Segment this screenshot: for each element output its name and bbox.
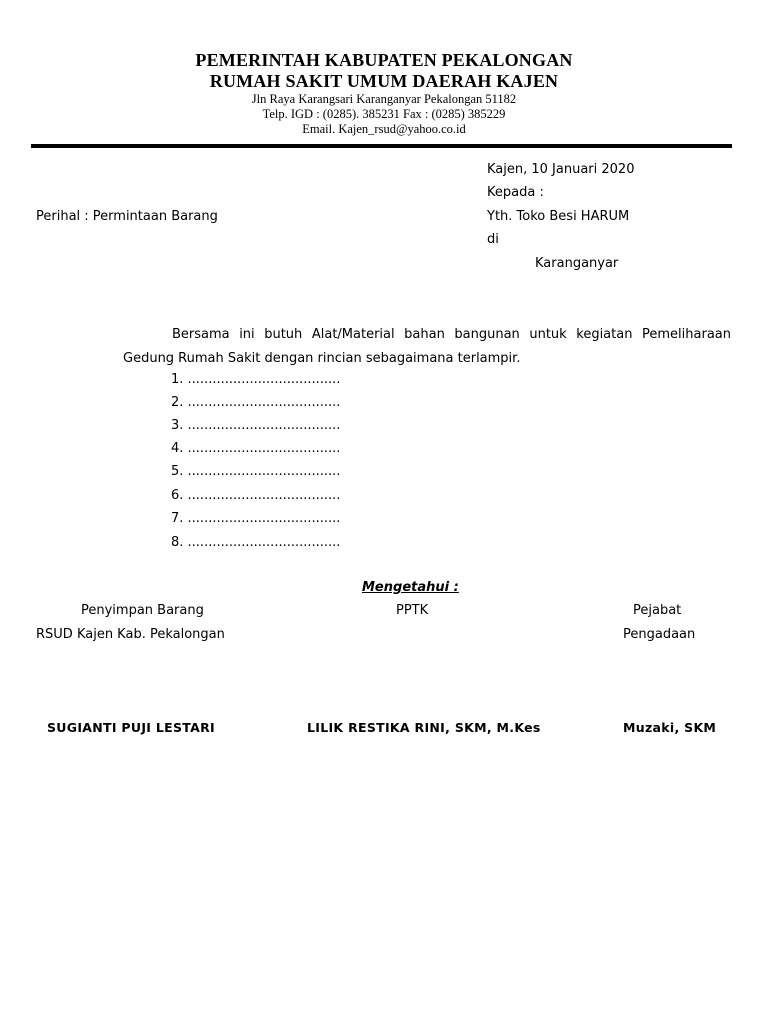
right-signer-role: Pejabat: [633, 603, 682, 618]
left-signer-role: Penyimpan Barang: [81, 603, 204, 618]
letterhead-line1: PEMERINTAH KABUPATEN PEKALONGAN: [195, 50, 573, 70]
letterhead-address: Jln Raya Karangsari Karanganyar Pekalongan 51182: [251, 92, 517, 106]
list-item: 4. .....................................: [171, 441, 341, 456]
left-signer-name: SUGIANTI PUJI LESTARI: [47, 720, 216, 735]
list-item: 6. .....................................: [171, 488, 341, 503]
letterhead-phone: Telp. IGD : (0285). 385231 Fax : (0285) 385229: [262, 107, 506, 121]
list-item: 7. .....................................: [171, 511, 341, 526]
body-paragraph: [123, 323, 731, 371]
place-date: Kajen, 10 Januari 2020: [487, 162, 635, 177]
letterhead-divider: [31, 144, 732, 148]
body-paragraph-text: Bersama ini butuh Alat/Material bahan bangunan untuk kegiatan Pemeliharaan Gedung Rumah Sakit dengan rincian sebagaimana terlampir.: [123, 327, 731, 366]
list-item: 5. .....................................: [171, 464, 341, 479]
recipient-location: Karanganyar: [535, 256, 619, 271]
right-signer-name: Muzaki, SKM: [623, 720, 717, 735]
center-signer-name: LILIK RESTIKA RINI, SKM, M.Kes: [307, 720, 541, 735]
list-item: 3. .....................................: [171, 418, 341, 433]
letterhead-email: Email. Kajen_rsud@yahoo.co.id: [302, 122, 466, 136]
right-signer-role-2: Pengadaan: [623, 627, 696, 642]
list-item: 2. .....................................: [171, 395, 341, 410]
list-item: 1. .....................................: [171, 372, 341, 387]
letterhead-line2: RUMAH SAKIT UMUM DAERAH KAJEN: [209, 71, 559, 91]
recipient: Yth. Toko Besi HARUM: [487, 209, 630, 224]
at-label: di: [487, 232, 499, 247]
list-item: 8. .....................................: [171, 535, 341, 550]
subject-line: Perihal : Permintaan Barang: [36, 209, 218, 224]
acknowledged-heading: Mengetahui :: [362, 580, 459, 595]
left-signer-unit: RSUD Kajen Kab. Pekalongan: [36, 627, 225, 642]
to-label: Kepada :: [487, 185, 544, 200]
center-signer-role: PPTK: [396, 603, 429, 618]
